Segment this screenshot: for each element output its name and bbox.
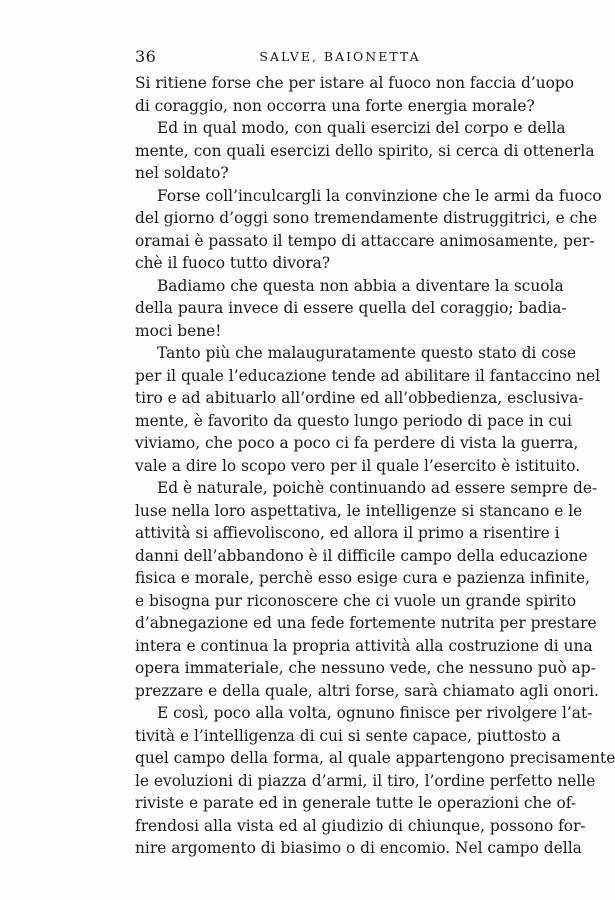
- text-line: luse nella loro aspettativa, le intelligenze si stancano e le: [135, 501, 583, 520]
- text-line: mente, è favorito da questo lungo periodo di pace in cui: [135, 411, 572, 430]
- text-line: opera immateriale, che nessuno vede, che nessuno può ap-: [135, 659, 596, 677]
- text-line: oramai è passato il tempo di attaccare animosamente, per-: [135, 231, 595, 250]
- page-header: [135, 47, 545, 67]
- running-title: SALVE, BAIONETTA: [259, 49, 421, 64]
- text-line: Tanto più che malauguratamente questo stato di cose: [157, 344, 577, 362]
- text-line: di coraggio, non occorra una forte energia morale?: [135, 96, 535, 115]
- text-line: del giorno d’oggi sono tremendamente distruggitrici, e che: [135, 209, 598, 227]
- text-line: nire argomento di biasimo o di encomio. Nel campo della: [135, 839, 582, 857]
- page-number: 36: [135, 47, 157, 66]
- text-line: Ed è naturale, poichè continuando ad essere sempre de-: [157, 479, 598, 497]
- body-text: [135, 72, 615, 860]
- text-line: vale a dire lo scopo vero per il quale l’esercito è istituito.: [135, 456, 581, 475]
- text-line: della paura invece di essere quella del coraggio; badia-: [135, 299, 567, 317]
- text-line: chè il fuoco tutto divora?: [135, 254, 331, 272]
- text-line: Si ritiene forse che per istare al fuoco non faccia d’uopo: [135, 74, 575, 92]
- text-line: moci bene!: [135, 321, 222, 340]
- text-line: mente, con quali esercizi dello spirito, si cerca di ottenerla: [135, 141, 595, 160]
- text-line: frendosi alla vista ed al giudizio di chiunque, possono for-: [135, 816, 586, 835]
- text-line: Ed in qual modo, con quali esercizi del corpo e della: [157, 119, 566, 137]
- text-line: quel campo della forma, al quale appartengono precisamente: [135, 749, 615, 767]
- text-line: attività si affievoliscono, ed allora il primo a risentire i: [135, 524, 560, 542]
- text-line: tiro e ad abituarlo all’ordine ed all’obbedienza, esclusiva-: [135, 389, 584, 407]
- text-line: intera e continua la propria attività alla costruzione di una: [135, 636, 593, 655]
- text-line: tività e l’intelligenza di cui si sente capace, piuttosto a: [135, 726, 561, 745]
- text-line: Forse coll’inculcargli la convinzione che le armi da fuoco: [157, 186, 602, 205]
- text-line: prezzare e della quale, altri forse, sarà chiamato agli onori.: [135, 681, 599, 700]
- text-line: riviste e parate ed in generale tutte le operazioni che of-: [135, 794, 577, 812]
- text-line: danni dell’abbandono è il difficile campo della educazione: [135, 546, 588, 565]
- text-line: d’abnegazione ed una fede fortemente nutrita per prestare: [135, 614, 597, 632]
- text-line: viviamo, che poco a poco ci fa perdere di vista la guerra,: [135, 434, 579, 452]
- text-line: e bisogna pur riconoscere che ci vuole un grande spirito: [135, 591, 577, 610]
- text-line: le evoluzioni di piazza d’armi, il tiro, l’ordine perfetto nelle: [135, 771, 596, 790]
- text-line: nel soldato?: [135, 164, 229, 182]
- text-line: per il quale l’educazione tende ad abilitare il fantaccino nel: [135, 366, 601, 385]
- text-line: fisica e morale, perchè esso esige cura e pazienza infinite,: [135, 569, 591, 587]
- text-line: E così, poco alla volta, ognuno finisce per rivolgere l’at-: [157, 704, 593, 722]
- text-line: Badiamo che questa non abbia a diventare la scuola: [157, 276, 564, 295]
